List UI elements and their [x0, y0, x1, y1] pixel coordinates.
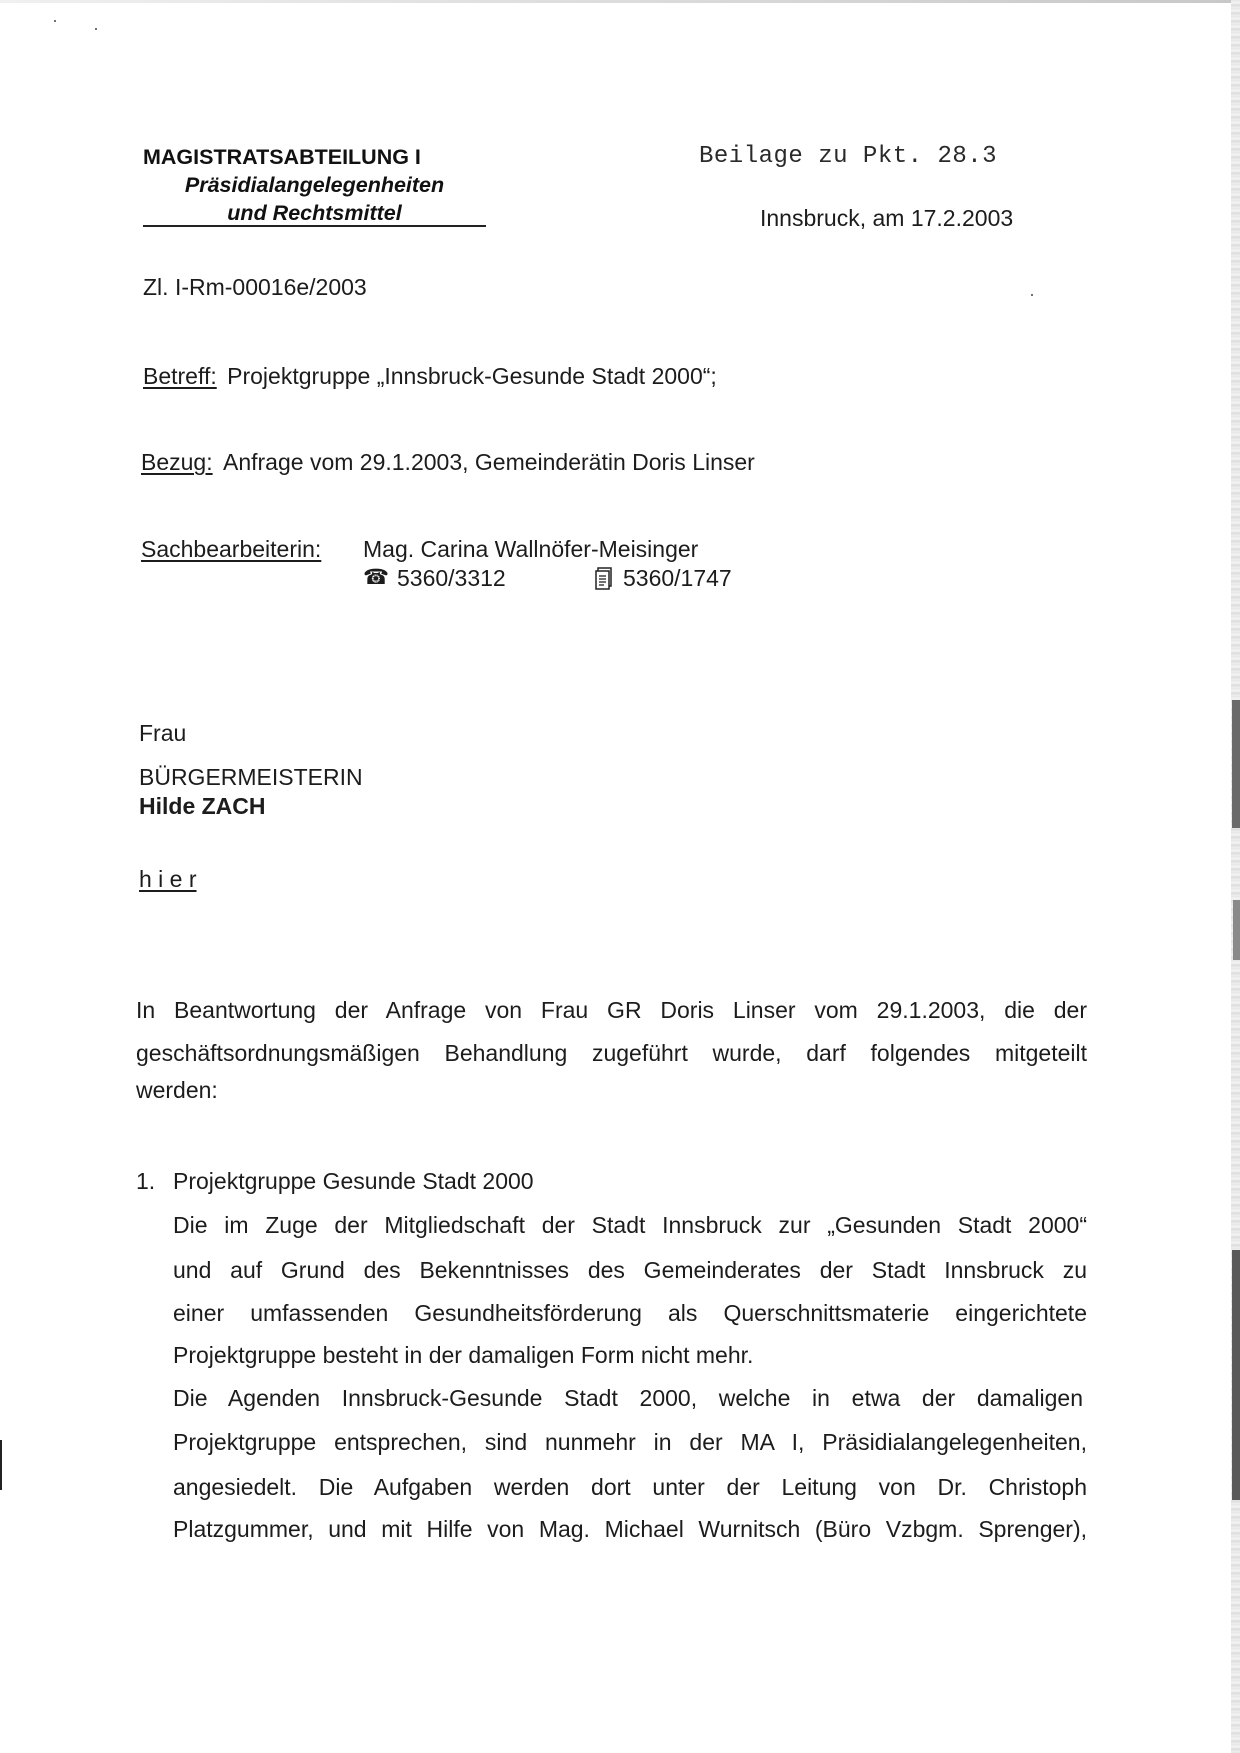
scan-mark — [0, 1440, 2, 1490]
recipient-location — [139, 865, 197, 893]
scan-speck — [1031, 294, 1033, 296]
recipient-name: Hilde ZACH — [139, 793, 266, 819]
recipient-salutation: Frau — [139, 720, 187, 746]
subject-label: Betreff: — [143, 363, 217, 389]
item-number: 1. — [136, 1168, 156, 1194]
item-line: Projektgruppe entsprechen, sind nunmehr in der MA I, Präsidialangelegenheiten, — [173, 1429, 1087, 1455]
fax-icon — [595, 567, 613, 591]
item-line: Platzgummer, und mit Hilfe von Mag. Michael Wurnitsch (Büro Vzbgm. Sprenger), — [173, 1516, 1087, 1542]
item-line: Projektgruppe besteht in der damaligen Form nicht mehr. — [173, 1342, 754, 1368]
department-name: MAGISTRATSABTEILUNG I — [143, 145, 421, 169]
item-line: Die im Zuge der Mitgliedschaft der Stadt Innsbruck zur „Gesunden Stadt 2000“ — [173, 1212, 1087, 1238]
reference-label: Bezug: — [141, 449, 213, 475]
subdivision-name: und Rechtsmittel — [143, 199, 486, 227]
intro-line: geschäftsordnungsmäßigen Behandlung zugeführt wurde, darf folgendes mitgeteilt — [136, 1040, 1087, 1066]
reference-line — [141, 448, 755, 476]
reference-text: Anfrage vom 29.1.2003, Gemeinderätin Doris Linser — [223, 449, 755, 475]
clerk-label — [141, 535, 321, 563]
scan-speck — [95, 28, 97, 30]
scan-edge-top — [0, 0, 1240, 3]
division-name: Präsidialangelegenheiten — [184, 173, 445, 197]
recipient-location-text: h i e r — [139, 866, 197, 892]
intro-line: werden: — [136, 1077, 218, 1103]
scan-mark — [1233, 900, 1240, 960]
letterhead — [143, 143, 486, 227]
telephone-icon: ☎ — [363, 565, 390, 589]
subject-text: Projektgruppe „Innsbruck-Gesunde Stadt 2000“; — [227, 363, 717, 389]
item-line: einer umfassenden Gesundheitsförderung als Querschnittsmaterie eingerichtete — [173, 1300, 1087, 1326]
clerk-fax: 5360/1747 — [623, 565, 732, 591]
clerk-label-text: Sachbearbeiterin: — [141, 536, 322, 562]
clerk-phone: 5360/3312 — [397, 565, 506, 591]
item-line: angesiedelt. Die Aufgaben werden dort unter der Leitung von Dr. Christoph — [173, 1474, 1087, 1500]
scan-mark — [1232, 700, 1240, 828]
subject-line — [143, 362, 717, 390]
item-heading: Projektgruppe Gesunde Stadt 2000 — [173, 1168, 534, 1194]
recipient-title: BÜRGERMEISTERIN — [139, 764, 363, 790]
clerk-name: Mag. Carina Wallnöfer-Meisinger — [363, 536, 699, 562]
scan-speck — [54, 20, 56, 22]
item-line: und auf Grund des Bekenntnisses des Gemeinderates der Stadt Innsbruck zu — [173, 1257, 1087, 1283]
reference-number: Zl. I-Rm-00016e/2003 — [143, 274, 367, 300]
item-line: Die Agenden Innsbruck-Gesunde Stadt 2000, welche in etwa der damaligen — [173, 1385, 1083, 1411]
intro-line: In Beantwortung der Anfrage von Frau GR Doris Linser vom 29.1.2003, die der — [136, 997, 1087, 1023]
place-date: Innsbruck, am 17.2.2003 — [760, 205, 1014, 231]
scan-mark — [1232, 1250, 1240, 1500]
attachment-note: Beilage zu Pkt. 28.3 — [699, 143, 998, 170]
